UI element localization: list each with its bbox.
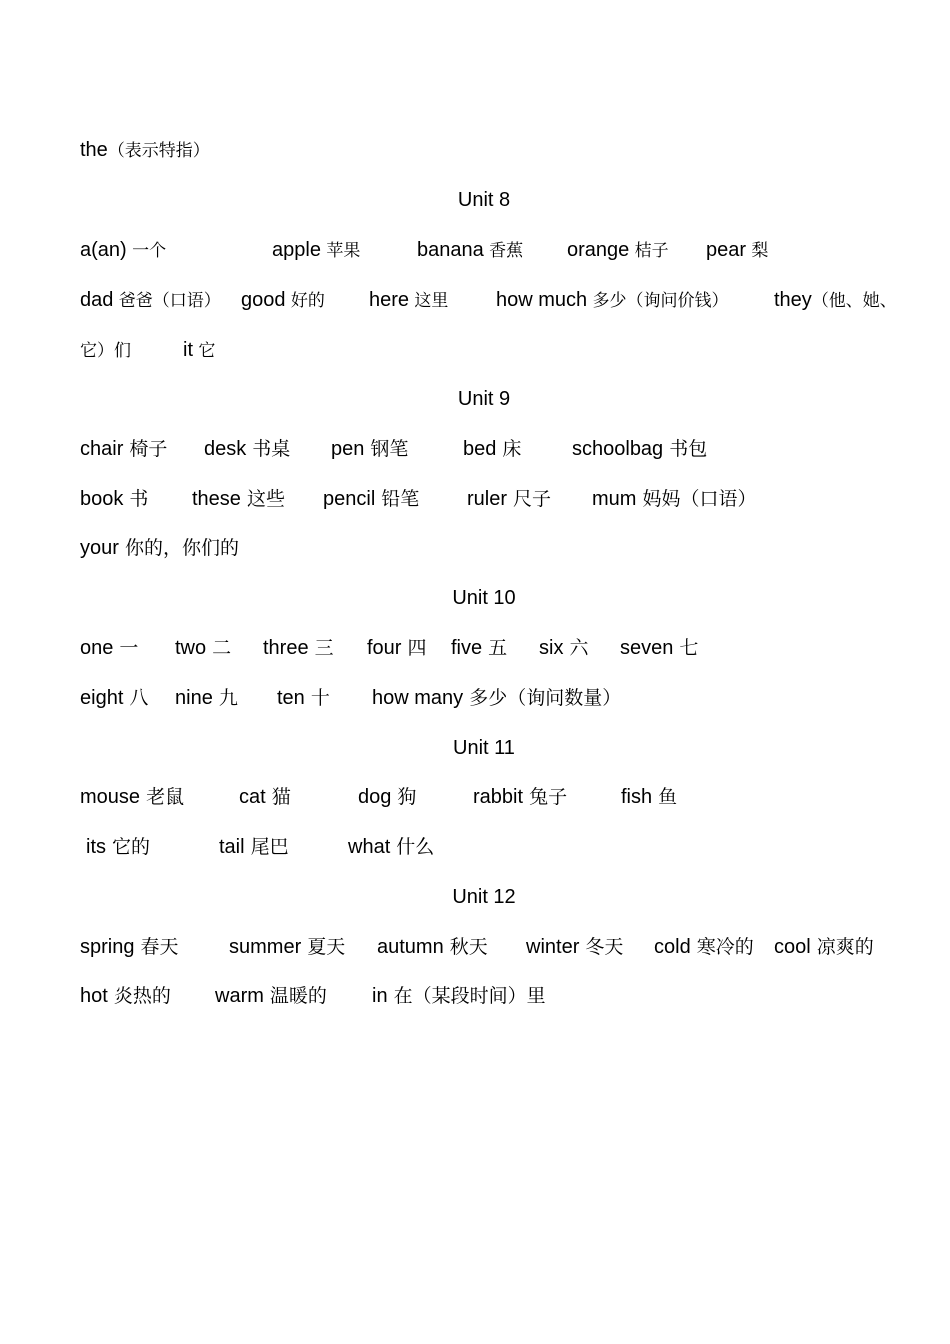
vocab-entry: dad 爸爸（口语） (80, 289, 221, 311)
vocab-entry: pear 梨 (706, 239, 769, 261)
vocab-entry: mouse 老鼠 (80, 786, 185, 808)
vocab-entry: six 六 (539, 637, 589, 659)
vocab-entry: seven 七 (620, 637, 699, 659)
vocab-entry: book 书 (80, 488, 149, 510)
unit-title: Unit 9 (457, 388, 511, 410)
vocab-entry: four 四 (367, 637, 427, 659)
intro-word: the (80, 139, 108, 161)
vocab-entry: summer 夏天 (229, 936, 346, 958)
vocab-entry: good 好的 (241, 289, 325, 311)
vocab-entry: bed 床 (463, 438, 522, 460)
vocab-entry: it 它 (183, 339, 216, 361)
vocab-entry: how much 多少（询问价钱） (496, 289, 729, 311)
vocab-entry: cat 猫 (239, 786, 291, 808)
vocab-entry: what 什么 (348, 836, 435, 858)
vocab-entry: pencil 铅笔 (323, 488, 420, 510)
vocab-entry: orange 桔子 (567, 239, 669, 261)
vocab-entry: five 五 (451, 637, 508, 659)
vocab-entry: chair 椅子 (80, 438, 168, 460)
vocab-entry: rabbit 兔子 (473, 786, 568, 808)
unit-title: Unit 10 (452, 587, 516, 609)
vocab-entry: mum 妈妈（口语） (592, 488, 757, 510)
vocab-entry: how many 多少（询问数量） (372, 687, 622, 709)
vocab-entry: two 二 (175, 637, 232, 659)
vocab-entry: your 你的，你们的 (80, 537, 239, 559)
vocab-entry: its 它的 (86, 836, 151, 858)
vocab-entry: eight 八 (80, 687, 149, 709)
vocab-entry: hot 炎热的 (80, 985, 171, 1007)
vocab-entry: schoolbag 书包 (572, 438, 708, 460)
vocab-entry: warm 温暖的 (215, 985, 327, 1007)
vocab-entry: spring 春天 (80, 936, 179, 958)
vocab-entry: tail 尾巴 (219, 836, 289, 858)
vocab-entry: desk 书桌 (204, 438, 291, 460)
vocab-entry: in 在（某段时间）里 (372, 985, 546, 1007)
vocab-entry: fish 鱼 (621, 786, 678, 808)
unit-title: Unit 11 (453, 737, 515, 759)
unit-title: Unit 8 (457, 189, 511, 211)
vocab-entry: nine 九 (175, 687, 238, 709)
vocab-entry: one 一 (80, 637, 139, 659)
vocab-entry: dog 狗 (358, 786, 417, 808)
vocab-entry: three 三 (263, 637, 334, 659)
vocab-entry: autumn 秋天 (377, 936, 488, 958)
vocab-entry: ruler 尺子 (467, 488, 552, 510)
intro-entry (80, 136, 210, 165)
vocab-entry: cold 寒冷的 (654, 936, 754, 958)
vocab-entry: cool 凉爽的 (774, 936, 874, 958)
vocab-entry: pen 钢笔 (331, 438, 409, 460)
unit-title: Unit 12 (452, 886, 516, 908)
vocab-entry: winter 冬天 (526, 936, 624, 958)
vocab-entry: ten 十 (277, 687, 330, 709)
vocab-entry: 它）们 (80, 341, 131, 361)
vocab-entry: apple 苹果 (272, 239, 361, 261)
vocab-entry: here 这里 (369, 289, 449, 311)
intro-translation: （表示特指） (107, 141, 210, 161)
vocab-entry: these 这些 (192, 488, 285, 510)
vocab-entry: a(an) 一个 (80, 239, 167, 261)
vocab-entry: banana 香蕉 (417, 239, 524, 261)
vocab-entry: they（他、她、 (774, 289, 897, 311)
